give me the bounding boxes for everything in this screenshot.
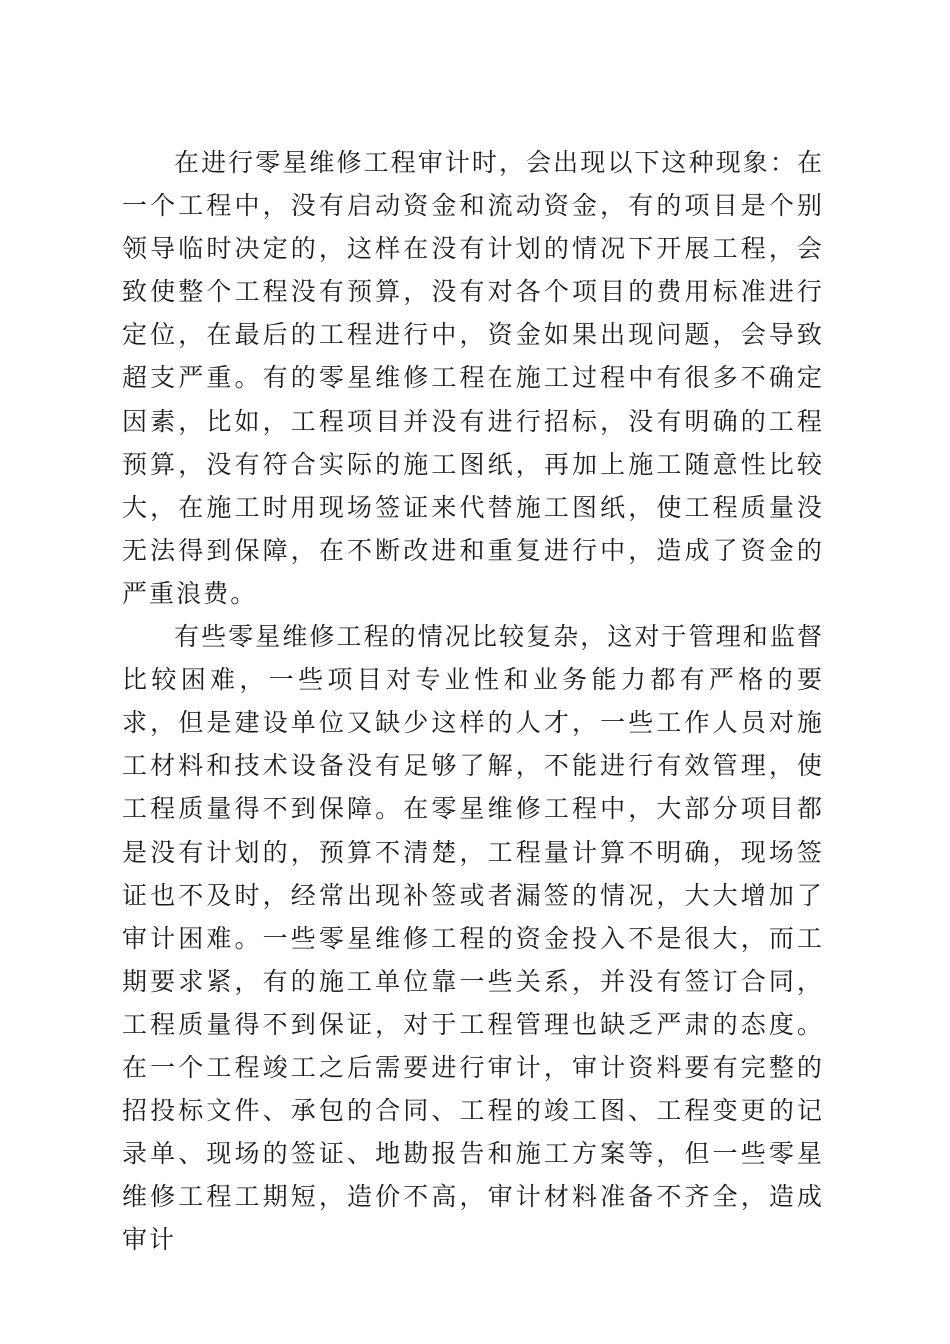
document-body [122,141,824,1261]
paragraph-2: 有些零星维修工程的情况比较复杂，这对于管理和监督比较困难，一些项目对专业性和业务能力都有严格的要求，但是建设单位又缺少这样的人才，一些工作人员对施工材料和技术设备没有足够了解，不能进行有效管理，使工程质量得不到保障。在零星维修工程中，大部分项目都是没有计划的，预算不清楚，工程量计算不明确，现场签证也不及时，经常出现补签或者漏签的情况，大大增加了审计困难。一些零星维修工程的资金投入不是很大，而工期要求紧，有的施工单位靠一些关系，并没有签订合同，工程质量得不到保证，对于工程管理也缺乏严肃的态度。在一个工程竣工之后需要进行审计，审计资料要有完整的招投标文件、承包的合同、工程的竣工图、工程变更的记录单、现场的签证、地勘报告和施工方案等，但一些零星维修工程工期短，造价不高，审计材料准备不齐全，造成审计 [122,622,824,1255]
paragraph-1: 在进行零星维修工程审计时，会出现以下这种现象：在一个工程中，没有启动资金和流动资金，有的项目是个别领导临时决定的，这样在没有计划的情况下开展工程，会致使整个工程没有预算，没有对各个项目的费用标准进行定位，在最后的工程进行中，资金如果出现问题，会导致超支严重。有的零星维修工程在施工过程中有很多不确定因素，比如，工程项目并没有进行招标，没有明确的工程预算，没有符合实际的施工图纸，再加上施工随意性比较大，在施工时用现场签证来代替施工图纸，使工程质量没无法得到保障，在不断改进和重复进行中，造成了资金的严重浪费。 [122,148,824,608]
